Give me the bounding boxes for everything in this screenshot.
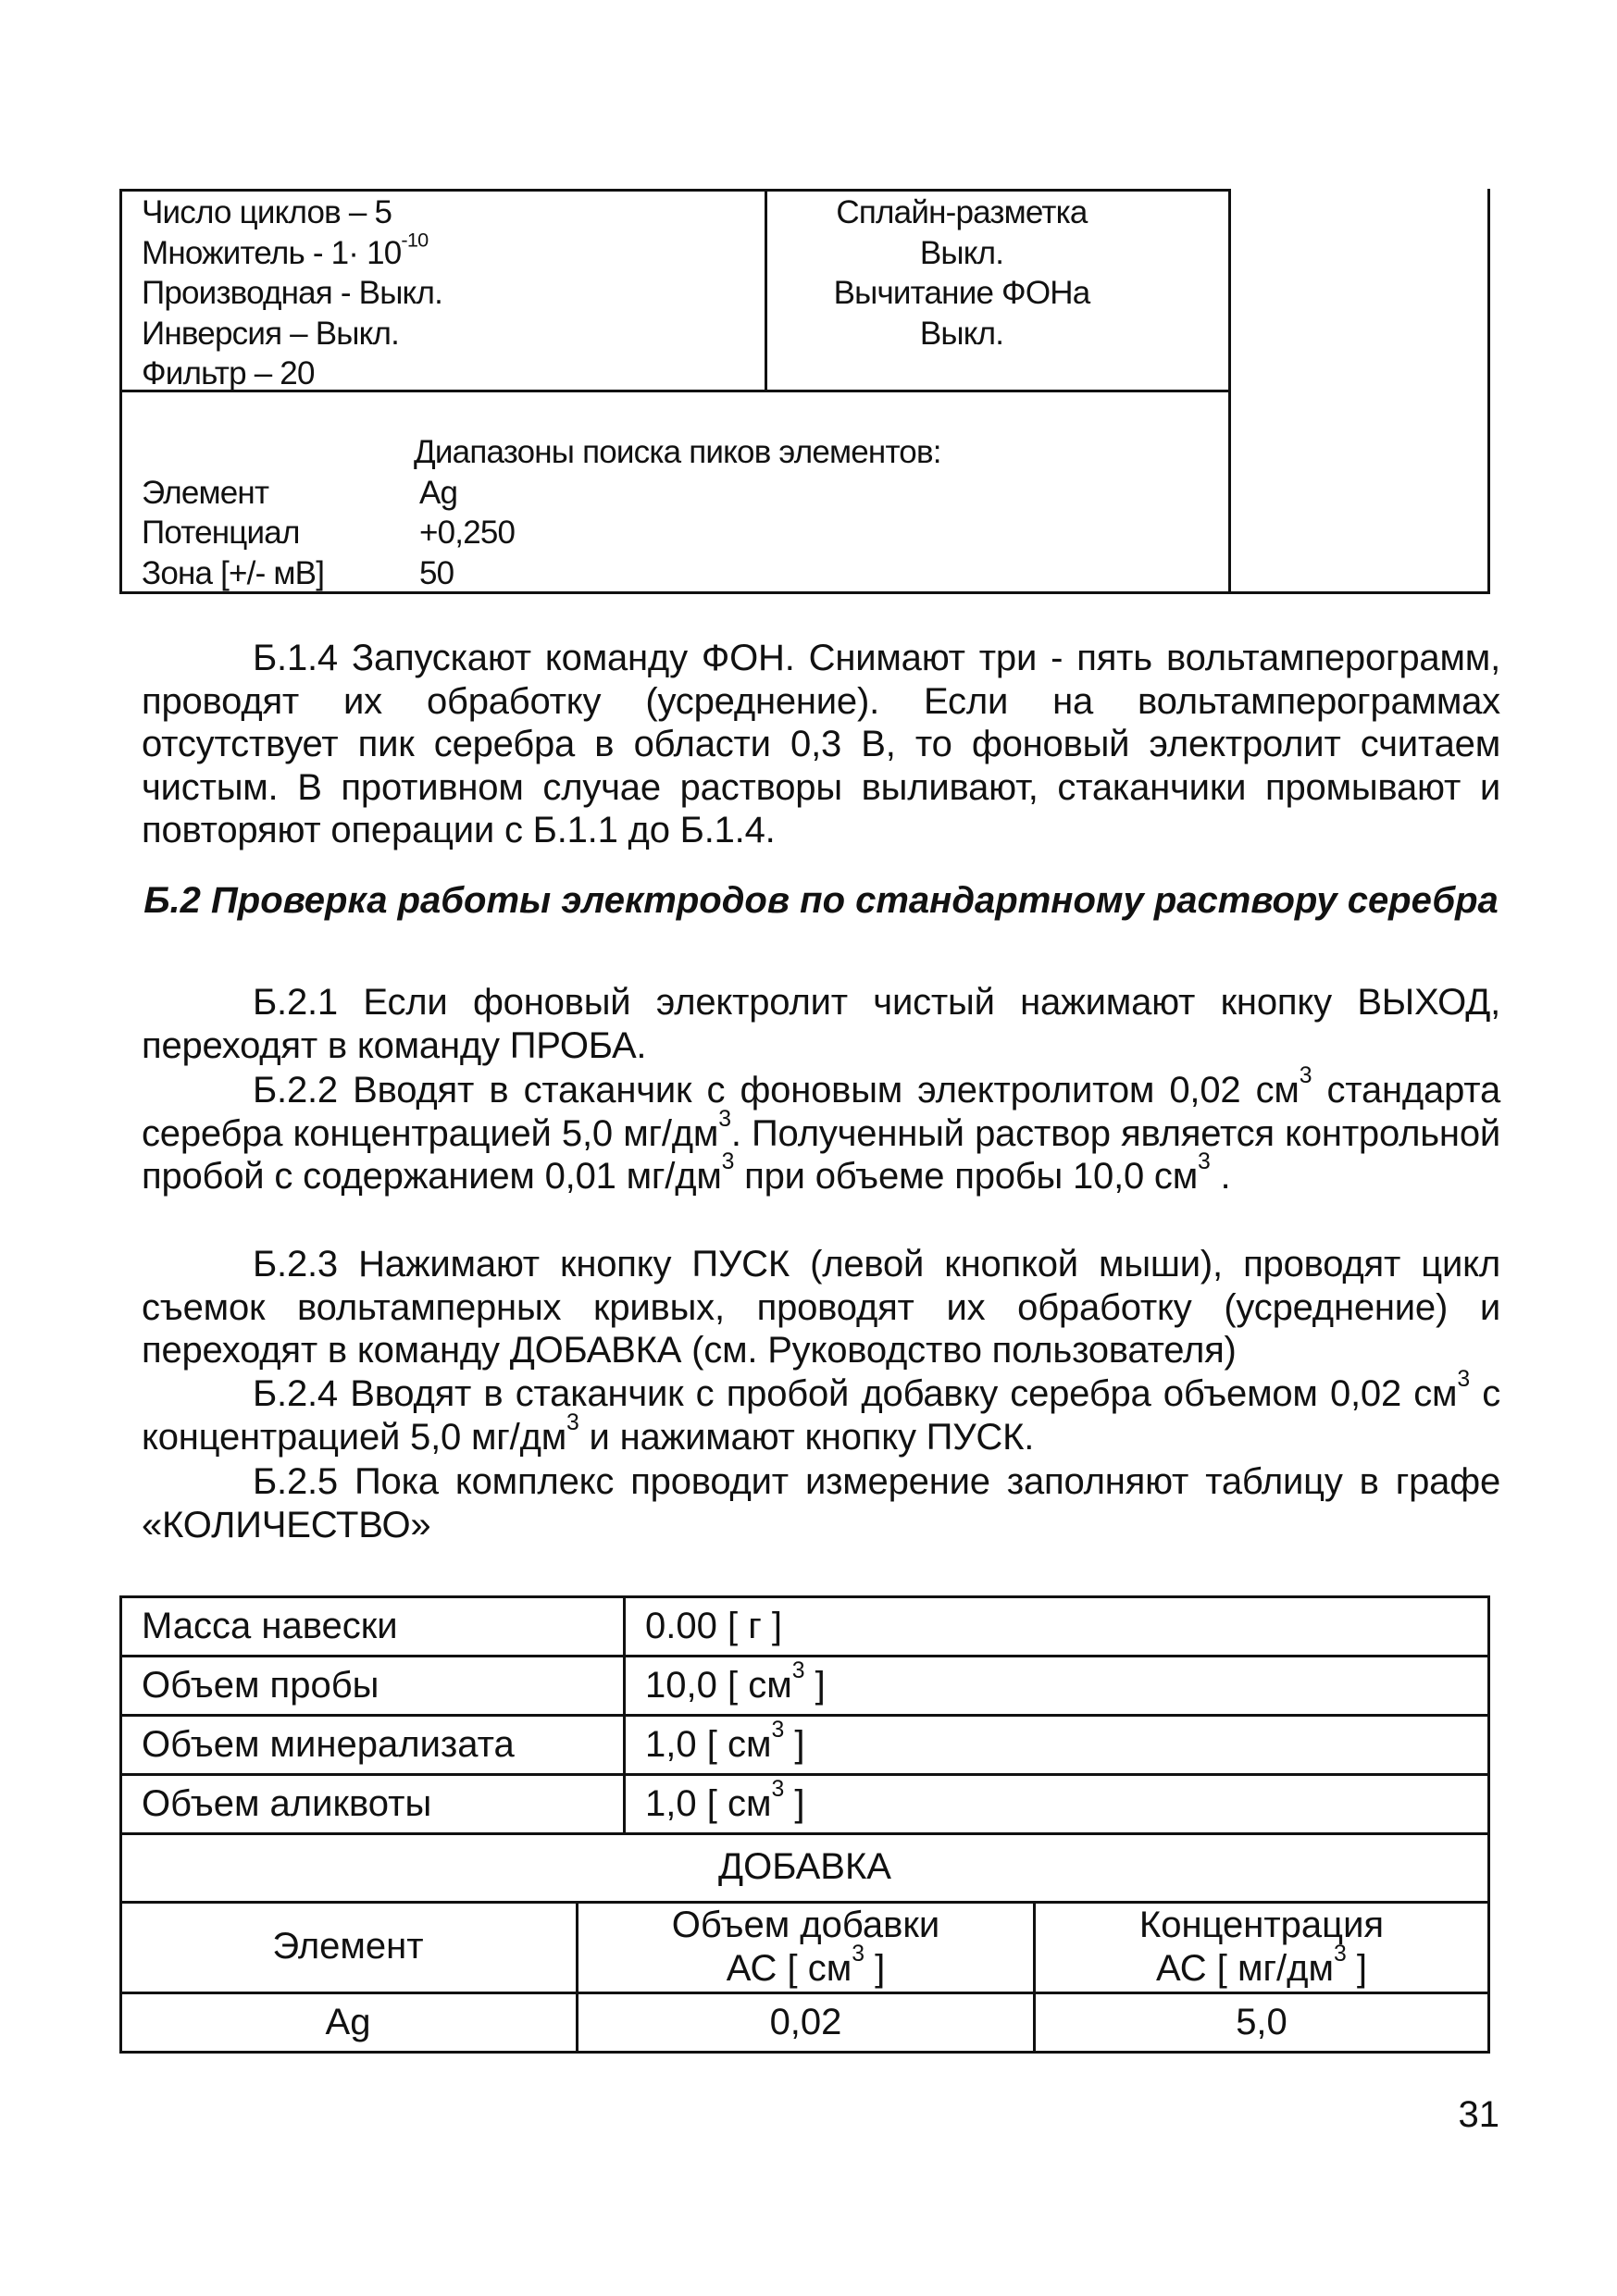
settings-right-cell — [730, 192, 1193, 354]
paragraph-b2-1: Б.2.1 Если фоновый электролит чистый нажимают кнопку ВЫХОД, переходят в команду ПРОБА. — [142, 982, 1500, 1066]
row-divider — [119, 1714, 1490, 1717]
row-divider — [119, 1655, 1490, 1657]
mass-label: Масса навески — [142, 1606, 398, 1646]
paragraph-b2-5: Б.2.5 Пока комплекс проводит измерение заполняют таблицу в графе «КОЛИЧЕСТВО» — [142, 1461, 1500, 1545]
paragraph-b1-4: Б.1.4 Запускают команду ФОН. Снимают три - пять вольтамперограмм, проводят их обработку (усреднение). Если на вольтамперограммах отсутствует пик серебра в области 0,3 В, то фоновый электролит считаем чистым. В противном случае растворы выливают, стаканчики промывают и повторяют операции с Б.1.1 до Б.1.4. — [142, 638, 1500, 850]
sample-volume-label: Объем пробы — [142, 1665, 379, 1706]
table-border-right — [1487, 189, 1490, 594]
page-number: 31 — [1458, 2094, 1499, 2135]
peak-search-title: Диапазоны поиска пиков элементов: — [414, 434, 941, 470]
aliquot-volume-value: 1,0 [ $см^3$ ] — [645, 1776, 805, 1824]
peak-search-row: Потенциал +0,250 — [142, 515, 516, 551]
derivative-text: Производная - Выкл. — [142, 275, 443, 311]
data-element: Ag — [325, 2002, 371, 2042]
row-divider — [119, 1773, 1490, 1776]
background-sub-value: Выкл. — [919, 315, 1004, 352]
settings-table — [119, 189, 1490, 594]
paragraph-b2-2: Б.2.2 Вводят в стаканчик с фоновым электролитом 0,02 $см^3$ стандарта серебра концентрацией 5,0 $мг/дм^3$. Полученный раствор является контрольной пробой с содержанием 0,01 $мг/дм^3$ при объеме пробы 10,0 $см^3$ . — [142, 1062, 1501, 1197]
mineralizate-volume-value: 1,0 [ $см^3$ ] — [645, 1717, 805, 1765]
table-border-top — [119, 189, 1231, 192]
row-divider — [119, 1992, 1490, 1994]
multiplier-text: Множитель - $1\cdot 10^{-10}$ — [142, 228, 429, 271]
column-divider — [623, 1595, 626, 1835]
data-volume: 0,02 — [769, 2002, 842, 2042]
inversion-text: Инверсия – Выкл. — [142, 315, 400, 352]
table-border-bottom — [119, 2051, 1490, 2054]
peak-search-row: Зона [+/- мВ] 50 — [142, 554, 454, 591]
settings-left-cell — [142, 192, 442, 394]
column-header-concentration: Концентрация АС [ $мг/дм^3$ ] — [1138, 1905, 1385, 1989]
aliquot-volume-label: Объем аликвоты — [142, 1783, 432, 1824]
peak-search-row: Элемент Ag — [142, 474, 458, 511]
cycles-text: Число циклов – 5 — [142, 194, 392, 230]
paragraph-b2-4: Б.2.4 Вводят в стаканчик с пробой добавку серебра объемом 0,02 $см^3$ с концентрацией 5,0 $мг/дм^3$ и нажимают кнопку ПУСК. — [142, 1366, 1500, 1458]
section-heading: Б.2 Проверка работы электродов по стандартному раствору серебра — [143, 880, 1499, 921]
peak-search-cell — [142, 432, 941, 593]
table-border-top — [119, 1595, 1490, 1598]
column-header-element: Элемент — [272, 1926, 424, 1967]
column-header-volume: Объем добавки АС [ $см^3$ ] — [671, 1905, 940, 1989]
table-border-left — [119, 1595, 122, 2054]
filter-text: Фильтр – 20 — [142, 355, 315, 391]
quantity-table — [119, 1595, 1490, 2054]
mass-value: 0.00 [ г ] — [645, 1606, 783, 1646]
multiplier-exponent: -10 — [401, 228, 429, 252]
spline-value: Выкл. — [919, 234, 1004, 271]
paragraph-b2-3: Б.2.3 Нажимают кнопку ПУСК (левой кнопкой мыши), проводят цикл съемок вольтамперных кривых, проводят их обработку (усреднение) и переходят в команду ДОБАВКА (см. Руководство пользователя) — [142, 1244, 1500, 1371]
addition-header: ДОБАВКА — [718, 1846, 891, 1887]
background-sub-text: Вычитание ФОНа — [833, 275, 1090, 311]
spline-text: Сплайн-разметка — [836, 194, 1088, 230]
row-divider — [119, 1832, 1490, 1835]
data-concentration: 5,0 — [1236, 2002, 1287, 2042]
sample-volume-value: 10,0 [ $см^3$ ] — [645, 1657, 826, 1706]
table-divider-right — [1228, 189, 1231, 594]
mineralizate-volume-label: Объем минерализата — [142, 1724, 515, 1765]
